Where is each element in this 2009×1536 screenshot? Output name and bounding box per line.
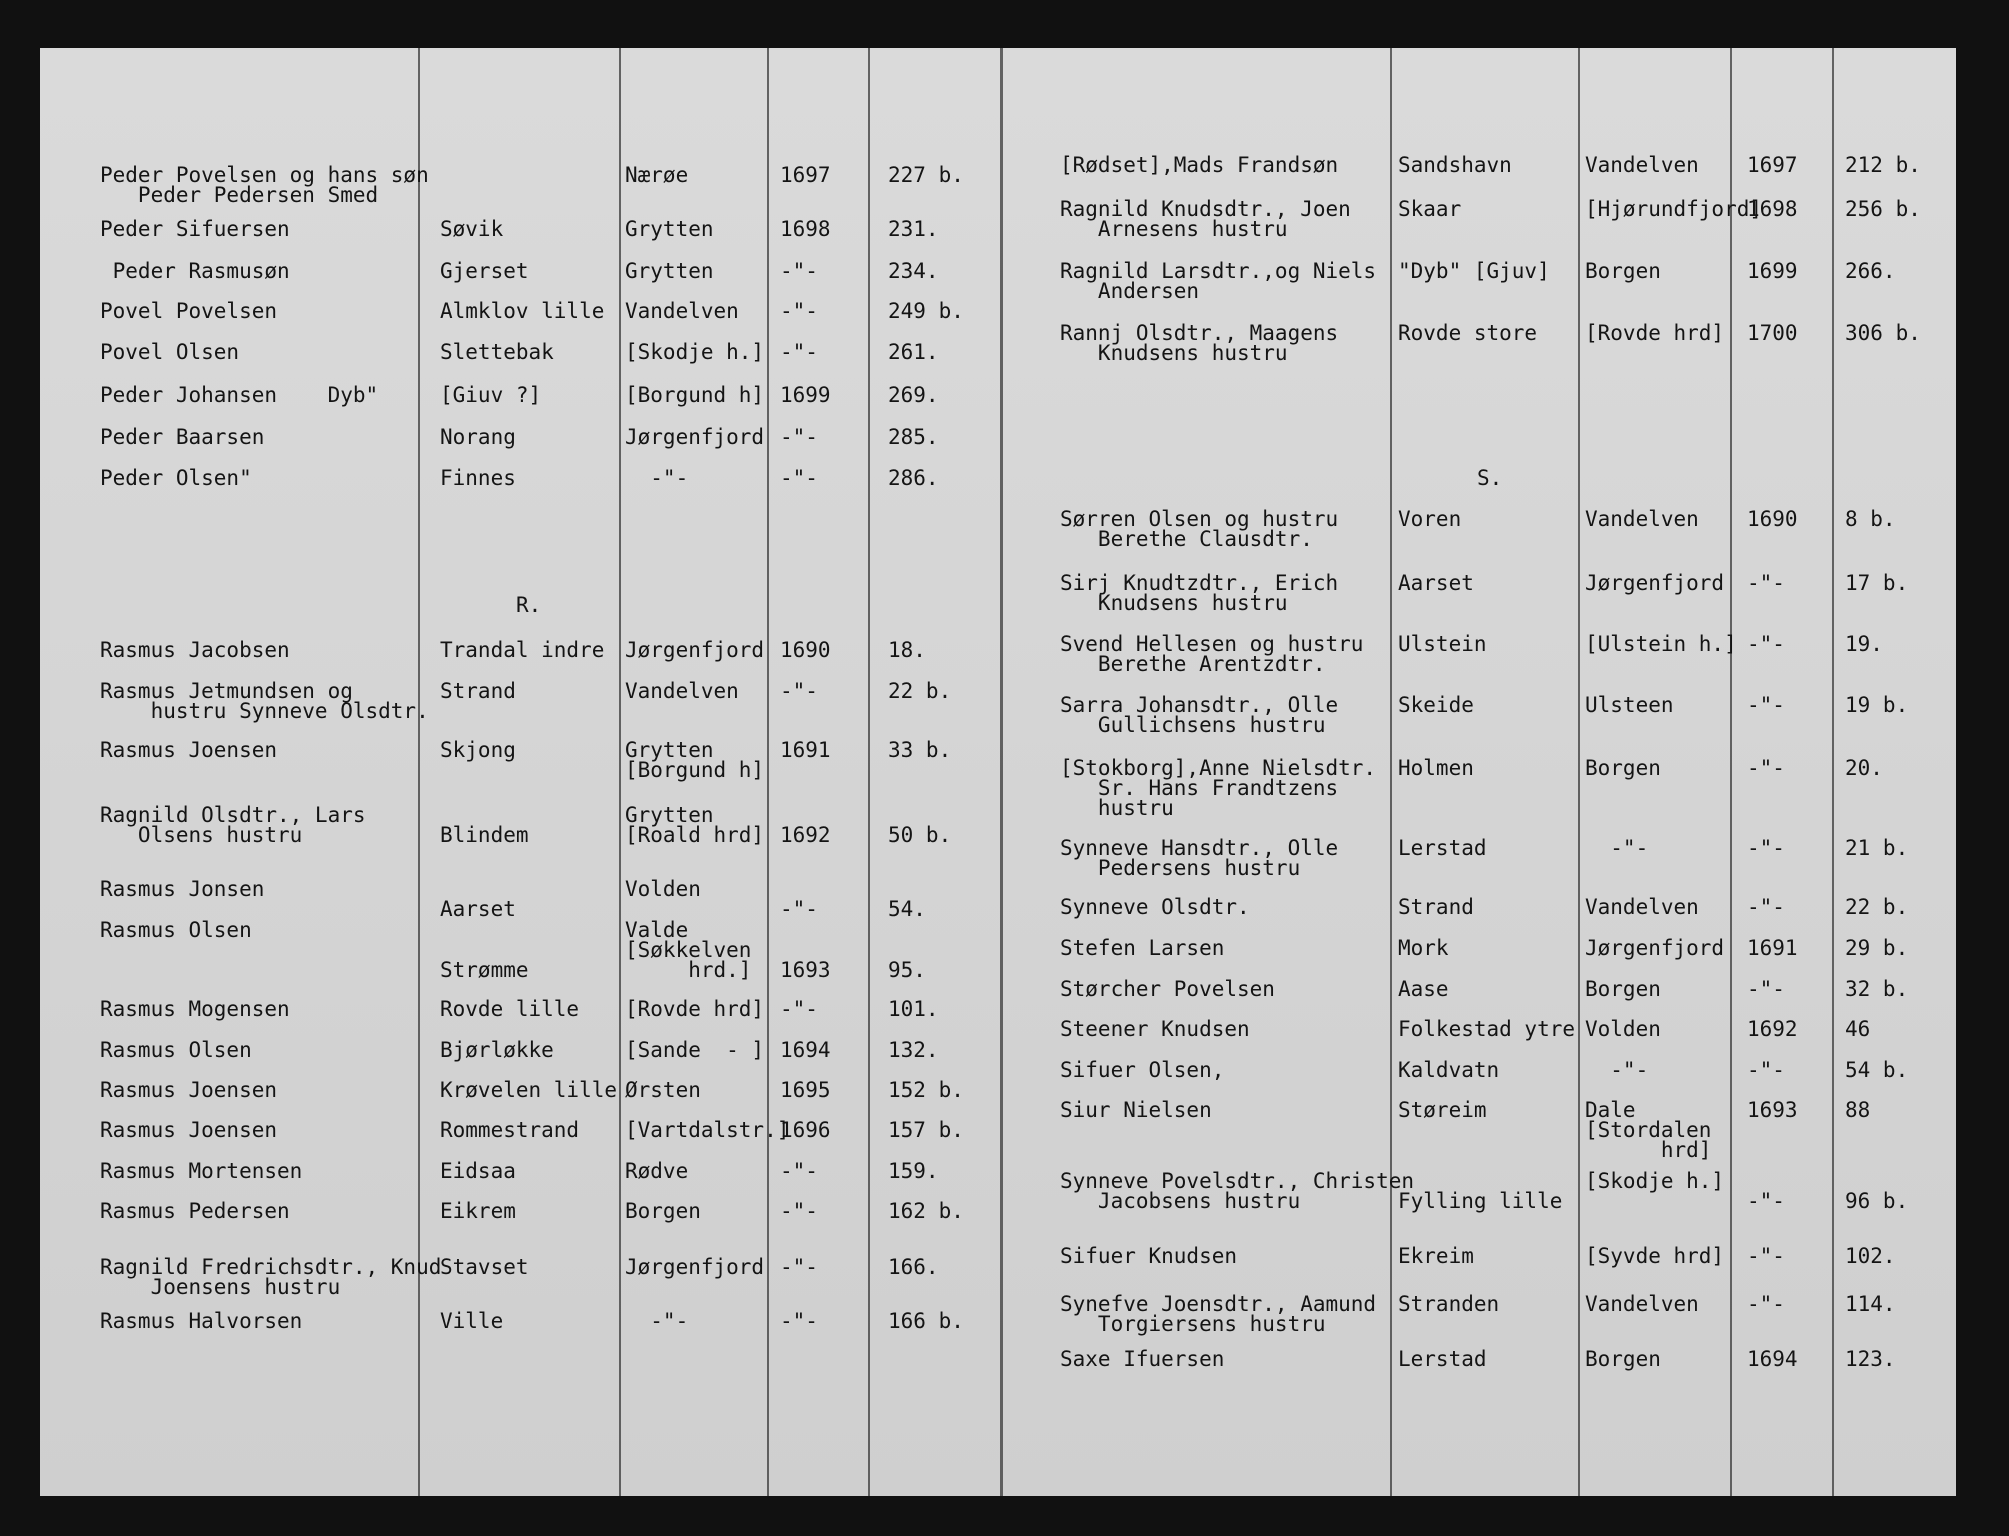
entry-district: Vandelven: [1585, 895, 1699, 919]
entry-year: -"-: [1747, 977, 1785, 1001]
entry-name-cont: Knudsens hustru: [1060, 341, 1288, 365]
entry-reference: 46: [1845, 1017, 1871, 1041]
entry-name-cont: hustru: [1060, 796, 1174, 820]
entry-district: Valde: [625, 918, 689, 942]
entry-district: Borgen: [1585, 977, 1661, 1001]
entry-reference: 234.: [888, 259, 939, 283]
entry-farm: "Dyb" [Gjuv]: [1398, 259, 1550, 283]
entry-farm: Stranden: [1398, 1292, 1500, 1316]
entry-year: 1690: [780, 638, 831, 662]
entry-name: Rasmus Olsen: [100, 1038, 252, 1062]
entry-district: -"-: [625, 466, 689, 490]
entry-year: 1692: [780, 823, 831, 847]
entry-name: Ragnild Olsdtr., Lars: [100, 803, 366, 827]
entry-name-cont: Jacobsens hustru: [1060, 1189, 1301, 1213]
entry-farm: Sandshavn: [1398, 153, 1512, 177]
entry-name: Steener Knudsen: [1060, 1017, 1250, 1041]
entry-district: [Vartdalstr.]: [625, 1118, 790, 1142]
entry-district: Grytten: [625, 259, 714, 283]
entry-district: Borgen: [1585, 756, 1661, 780]
column-rule: [767, 48, 769, 1496]
entry-name: Rasmus Joensen: [100, 738, 278, 762]
entry-year: 1696: [780, 1118, 831, 1142]
entry-farm: Kaldvatn: [1398, 1058, 1500, 1082]
entry-name-cont: Sr. Hans Frandtzens: [1060, 776, 1339, 800]
entry-reference: 32 b.: [1845, 977, 1909, 1001]
entry-farm: Rovde lille: [440, 997, 580, 1021]
entry-name: Stefen Larsen: [1060, 936, 1225, 960]
entry-name: Peder Olsen": [100, 466, 252, 490]
entry-district: Jørgenfjord: [625, 425, 765, 449]
entry-farm: Strand: [440, 679, 516, 703]
entry-farm: Skaar: [1398, 197, 1462, 221]
entry-district: Volden: [1585, 1017, 1661, 1041]
entry-name: Sirj Knudtzdtr., Erich: [1060, 571, 1339, 595]
entry-name: Svend Hellesen og hustru: [1060, 632, 1364, 656]
entry-district: Vandelven: [1585, 153, 1699, 177]
entry-reference: 54 b.: [1845, 1058, 1909, 1082]
entry-name-cont: Andersen: [1060, 279, 1200, 303]
entry-year: -"-: [780, 299, 818, 323]
entry-farm: Gjerset: [440, 259, 529, 283]
entry-reference: 166 b.: [888, 1309, 964, 1333]
entry-name-cont: Peder Pedersen Smed: [100, 183, 379, 207]
column-rule: [619, 48, 621, 1496]
entry-reference: 261.: [888, 340, 939, 364]
entry-district: Vandelven: [1585, 1292, 1699, 1316]
entry-farm: Finnes: [440, 466, 516, 490]
entry-district: Grytten: [625, 803, 714, 827]
entry-name-cont: Berethe Arentzdtr.: [1060, 652, 1326, 676]
entry-reference: 20.: [1845, 756, 1883, 780]
entry-reference: 285.: [888, 425, 939, 449]
entry-year: -"-: [780, 1309, 818, 1333]
entry-reference: 33 b.: [888, 738, 952, 762]
entry-district: Ulsteen: [1585, 693, 1674, 717]
entry-district: [Sande - ]: [625, 1038, 765, 1062]
entry-name: Ragnild Fredrichsdtr., Knud: [100, 1255, 442, 1279]
entry-reference: 132.: [888, 1038, 939, 1062]
entry-farm: Skeide: [1398, 693, 1474, 717]
column-rule: [1000, 48, 1003, 1496]
entry-farm: Skjong: [440, 738, 516, 762]
entry-reference: 22 b.: [1845, 895, 1909, 919]
entry-farm: Bjørløkke: [440, 1038, 554, 1062]
entry-farm: Lerstad: [1398, 836, 1487, 860]
entry-name: Rasmus Jacobsen: [100, 638, 290, 662]
entry-reference: 22 b.: [888, 679, 952, 703]
entry-name: Sifuer Olsen,: [1060, 1058, 1225, 1082]
entry-name-cont: Knudsens hustru: [1060, 591, 1288, 615]
column-rule: [1390, 48, 1392, 1496]
entry-farm: Eikrem: [440, 1199, 516, 1223]
entry-farm: Aase: [1398, 977, 1449, 1001]
entry-reference: 266.: [1845, 259, 1896, 283]
entry-name: Povel Olsen: [100, 340, 240, 364]
entry-district: Jørgenfjord: [625, 1255, 765, 1279]
entry-reference: 102.: [1845, 1244, 1896, 1268]
entry-reference: 96 b.: [1845, 1189, 1909, 1213]
entry-reference: 306 b.: [1845, 321, 1921, 345]
entry-name: Peder Baarsen: [100, 425, 265, 449]
entry-name: Synefve Joensdtr., Aamund: [1060, 1292, 1377, 1316]
entry-reference: 54.: [888, 897, 926, 921]
entry-name: Saxe Ifuersen: [1060, 1347, 1225, 1371]
entry-name: Rasmus Pedersen: [100, 1199, 290, 1223]
entry-district: [Skodje h.]: [1585, 1169, 1725, 1193]
entry-year: -"-: [1747, 895, 1785, 919]
entry-farm: Almklov lille: [440, 299, 605, 323]
entry-reference: 18.: [888, 638, 926, 662]
entry-district-cont: hrd.]: [625, 958, 752, 982]
entry-name: Rasmus Mortensen: [100, 1159, 303, 1183]
entry-year: -"-: [780, 997, 818, 1021]
section-letter-r: R.: [516, 593, 542, 617]
entry-district: -"-: [1585, 836, 1649, 860]
entry-farm: Søvik: [440, 217, 504, 241]
entry-name: Rasmus Joensen: [100, 1078, 278, 1102]
entry-farm: Aarset: [1398, 571, 1474, 595]
entry-year: -"-: [1747, 836, 1785, 860]
entry-farm: Ekreim: [1398, 1244, 1474, 1268]
entry-year: 1698: [780, 217, 831, 241]
entry-name: Peder Sifuersen: [100, 217, 290, 241]
entry-year: 1692: [1747, 1017, 1798, 1041]
column-rule: [1730, 48, 1732, 1496]
entry-farm: Aarset: [440, 897, 516, 921]
entry-year: 1694: [1747, 1347, 1798, 1371]
column-rule: [868, 48, 870, 1496]
entry-name: Peder Rasmusøn: [100, 259, 290, 283]
entry-name: Peder Johansen Dyb": [100, 383, 379, 407]
entry-farm: Voren: [1398, 507, 1462, 531]
entry-farm: Krøvelen lille: [440, 1078, 618, 1102]
entry-year: 1699: [1747, 259, 1798, 283]
entry-year: -"-: [780, 897, 818, 921]
entry-district: Borgen: [1585, 1347, 1661, 1371]
entry-year: -"-: [780, 1255, 818, 1279]
entry-farm: Trandal indre: [440, 638, 605, 662]
entry-district: Grytten: [625, 217, 714, 241]
entry-district: Jørgenfjord: [1585, 571, 1725, 595]
entry-district: Volden: [625, 877, 701, 901]
entry-year: -"-: [780, 340, 818, 364]
entry-name: Siur Nielsen: [1060, 1098, 1212, 1122]
entry-year: 1691: [1747, 936, 1798, 960]
entry-district: Borgen: [625, 1199, 701, 1223]
entry-year: -"-: [780, 679, 818, 703]
entry-reference: 19.: [1845, 632, 1883, 656]
entry-farm: Ville: [440, 1309, 504, 1333]
entry-name: Rasmus Jonsen: [100, 877, 265, 901]
entry-reference: 162 b.: [888, 1199, 964, 1223]
entry-reference: 286.: [888, 466, 939, 490]
entry-farm: Støreim: [1398, 1098, 1487, 1122]
entry-district: [Syvde hrd]: [1585, 1244, 1725, 1268]
entry-farm: Holmen: [1398, 756, 1474, 780]
entry-farm: Slettebak: [440, 340, 554, 364]
entry-name: Sarra Johansdtr., Olle: [1060, 693, 1339, 717]
entry-reference: 29 b.: [1845, 936, 1909, 960]
entry-year: -"-: [1747, 571, 1785, 595]
entry-year: -"-: [1747, 756, 1785, 780]
entry-district-cont: [Borgund h]: [625, 758, 765, 782]
entry-name: Størcher Povelsen: [1060, 977, 1275, 1001]
entry-district: Vandelven: [1585, 507, 1699, 531]
entry-reference: 249 b.: [888, 299, 964, 323]
entry-reference: 101.: [888, 997, 939, 1021]
entry-name: [Rødset],Mads Frandsøn: [1060, 153, 1339, 177]
entry-farm: Blindem: [440, 823, 529, 847]
entry-district: Dale: [1585, 1098, 1636, 1122]
entry-reference: 123.: [1845, 1347, 1896, 1371]
entry-farm: Strømme: [440, 958, 529, 982]
entry-year: -"-: [1747, 1244, 1785, 1268]
entry-name: Rasmus Halvorsen: [100, 1309, 303, 1333]
entry-name: Sørren Olsen og hustru: [1060, 507, 1339, 531]
entry-name-cont: Joensens hustru: [100, 1275, 341, 1299]
entry-reference: 152 b.: [888, 1078, 964, 1102]
entry-reference: 227 b.: [888, 163, 964, 187]
entry-reference: 231.: [888, 217, 939, 241]
entry-district: Vandelven: [625, 299, 739, 323]
entry-name: Rasmus Mogensen: [100, 997, 290, 1021]
entry-reference: 159.: [888, 1159, 939, 1183]
entry-district-cont: [Søkkelven: [625, 938, 752, 962]
entry-year: -"-: [780, 425, 818, 449]
entry-farm: Rommestrand: [440, 1118, 580, 1142]
entry-reference: 166.: [888, 1255, 939, 1279]
entry-farm: Folkestad ytre: [1398, 1017, 1576, 1041]
entry-name: Synneve Povelsdtr., Christen: [1060, 1169, 1415, 1193]
entry-year: -"-: [780, 1199, 818, 1223]
entry-district-cont: [Roald hrd]: [625, 823, 765, 847]
entry-name-cont: Arnesens hustru: [1060, 217, 1288, 241]
entry-year: -"-: [1747, 693, 1785, 717]
entry-district: -"-: [625, 1309, 689, 1333]
entry-year: 1693: [780, 958, 831, 982]
entry-reference: 19 b.: [1845, 693, 1909, 717]
entry-year: 1695: [780, 1078, 831, 1102]
entry-name: Ragnild Knudsdtr., Joen: [1060, 197, 1351, 221]
entry-district: [Rovde hrd]: [625, 997, 765, 1021]
entry-year: -"-: [1747, 632, 1785, 656]
entry-name: Synneve Olsdtr.: [1060, 895, 1250, 919]
entry-name: Ragnild Larsdtr.,og Niels: [1060, 259, 1377, 283]
entry-name: Sifuer Knudsen: [1060, 1244, 1238, 1268]
entry-reference: 95.: [888, 958, 926, 982]
entry-farm: Rovde store: [1398, 321, 1538, 345]
column-rule: [1832, 48, 1834, 1496]
entry-reference: 269.: [888, 383, 939, 407]
entry-name: Rasmus Joensen: [100, 1118, 278, 1142]
entry-name-cont: Berethe Clausdtr.: [1060, 527, 1313, 551]
entry-year: -"-: [780, 466, 818, 490]
entry-district: Jørgenfjord: [1585, 936, 1725, 960]
entry-farm: Stavset: [440, 1255, 529, 1279]
entry-reference: 21 b.: [1845, 836, 1909, 860]
entry-farm: Ulstein: [1398, 632, 1487, 656]
entry-district-cont: hrd]: [1585, 1138, 1712, 1162]
entry-district: Vandelven: [625, 679, 739, 703]
entry-reference: 256 b.: [1845, 197, 1921, 221]
entry-year: 1698: [1747, 197, 1798, 221]
entry-name: Povel Povelsen: [100, 299, 278, 323]
entry-year: -"-: [1747, 1058, 1785, 1082]
entry-year: -"-: [1747, 1292, 1785, 1316]
entry-district: Borgen: [1585, 259, 1661, 283]
entry-district: Jørgenfjord: [625, 638, 765, 662]
entry-district: [Hjørundfjord]: [1585, 197, 1763, 221]
entry-reference: 114.: [1845, 1292, 1896, 1316]
document-page: [40, 48, 1956, 1496]
entry-name-cont: Torgiersens hustru: [1060, 1312, 1326, 1336]
entry-reference: 8 b.: [1845, 507, 1896, 531]
entry-district: Rødve: [625, 1159, 689, 1183]
section-letter-s: S.: [1477, 466, 1503, 490]
entry-year: -"-: [780, 1159, 818, 1183]
entry-reference: 88: [1845, 1098, 1871, 1122]
entry-reference: 212 b.: [1845, 153, 1921, 177]
entry-year: 1697: [1747, 153, 1798, 177]
entry-name-cont: Olsens hustru: [100, 823, 303, 847]
entry-name-cont: Pedersens hustru: [1060, 856, 1301, 880]
entry-year: 1693: [1747, 1098, 1798, 1122]
entry-name: Rannj Olsdtr., Maagens: [1060, 321, 1339, 345]
entry-farm: Eidsaa: [440, 1159, 516, 1183]
entry-district: Grytten: [625, 738, 714, 762]
entry-year: 1699: [780, 383, 831, 407]
entry-district: Nærøe: [625, 163, 689, 187]
entry-name: Rasmus Olsen: [100, 918, 252, 942]
entry-year: 1697: [780, 163, 831, 187]
entry-district: [Rovde hrd]: [1585, 321, 1725, 345]
entry-farm: Strand: [1398, 895, 1474, 919]
entry-district: Ørsten: [625, 1078, 701, 1102]
entry-reference: 17 b.: [1845, 571, 1909, 595]
entry-year: 1690: [1747, 507, 1798, 531]
entry-year: 1694: [780, 1038, 831, 1062]
entry-farm: Fylling lille: [1398, 1189, 1563, 1213]
entry-name-cont: Gullichsens hustru: [1060, 713, 1326, 737]
column-rule: [1578, 48, 1580, 1496]
entry-year: -"-: [1747, 1189, 1785, 1213]
entry-name-cont: hustru Synneve Olsdtr.: [100, 699, 429, 723]
entry-district: [Ulstein h.]: [1585, 632, 1737, 656]
entry-name: Peder Povelsen og hans søn: [100, 163, 429, 187]
entry-year: -"-: [780, 259, 818, 283]
entry-district: -"-: [1585, 1058, 1649, 1082]
entry-farm: Norang: [440, 425, 516, 449]
entry-year: 1691: [780, 738, 831, 762]
entry-farm: Mork: [1398, 936, 1449, 960]
entry-name: [Stokborg],Anne Nielsdtr.: [1060, 756, 1377, 780]
entry-reference: 50 b.: [888, 823, 952, 847]
entry-reference: 157 b.: [888, 1118, 964, 1142]
entry-district: [Skodje h.]: [625, 340, 765, 364]
entry-name: Rasmus Jetmundsen og: [100, 679, 353, 703]
entry-farm: Lerstad: [1398, 1347, 1487, 1371]
entry-name: Synneve Hansdtr., Olle: [1060, 836, 1339, 860]
entry-farm: [Giuv ?]: [440, 383, 542, 407]
entry-district: [Borgund h]: [625, 383, 765, 407]
entry-year: 1700: [1747, 321, 1798, 345]
entry-district-cont: [Stordalen: [1585, 1118, 1712, 1142]
